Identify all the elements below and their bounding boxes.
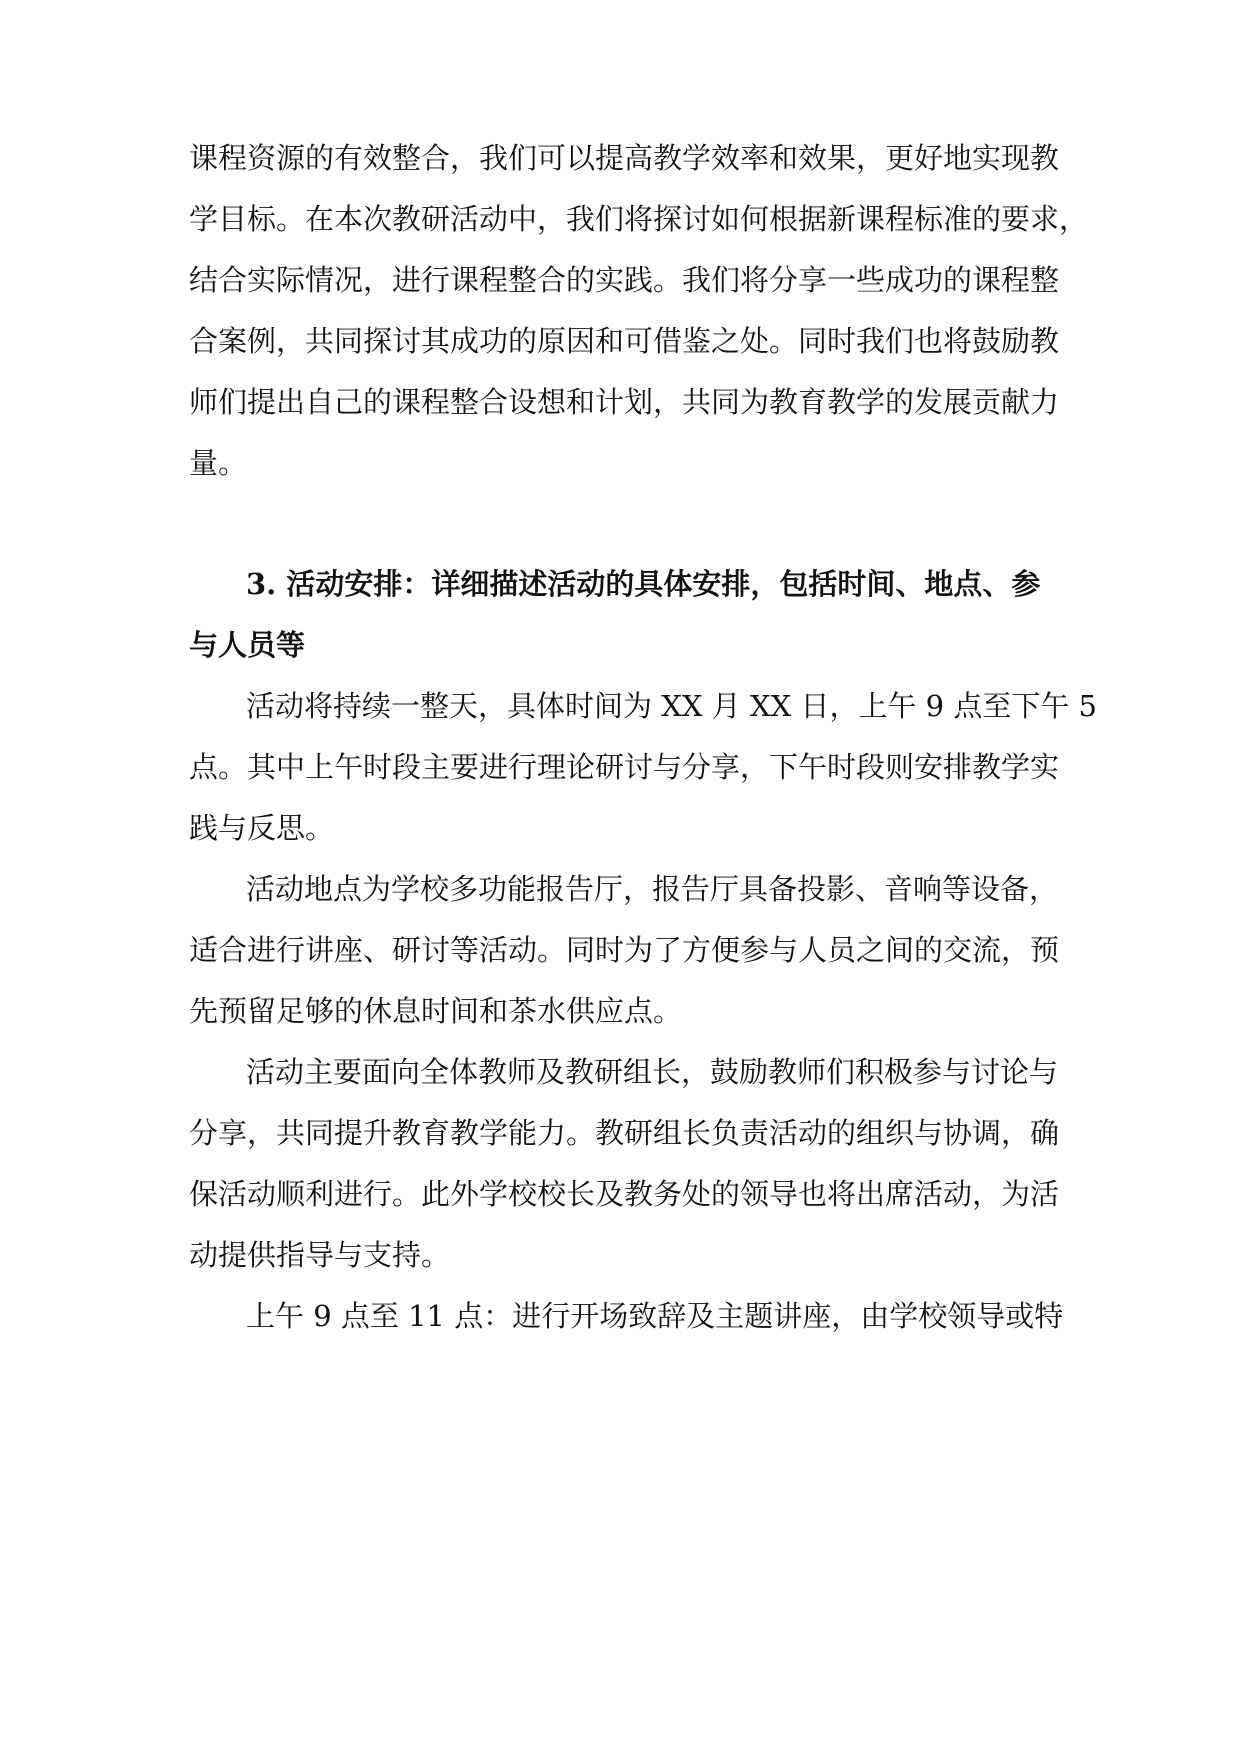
body-text-line: 合案例，共同探讨其成功的原因和可借鉴之处。同时我们也将鼓励教: [189, 324, 1060, 358]
body-text-line: 量。: [189, 446, 248, 480]
section-heading: 与人员等: [189, 628, 306, 662]
body-text-line: 适合进行讲座、研讨等活动。同时为了方便参与人员之间的交流，预: [189, 933, 1060, 967]
body-text-line: 师们提出自己的课程整合设想和计划，共同为教育教学的发展贡献力: [189, 385, 1060, 419]
body-text-line: 上午 9 点至 11 点：进行开场致辞及主题讲座，由学校领导或特: [246, 1299, 1064, 1333]
body-text-line: 活动主要面向全体教师及教研组长，鼓励教师们积极参与讨论与: [246, 1055, 1059, 1089]
body-text-line: 保活动顺利进行。此外学校校长及教务处的领导也将出席活动，为活: [189, 1177, 1060, 1211]
body-text-line: 结合实际情况，进行课程整合的实践。我们将分享一些成功的课程整: [189, 263, 1060, 297]
body-text-line: 课程资源的有效整合，我们可以提高教学效率和效果，更好地实现教: [189, 141, 1060, 175]
body-text-line: 学目标。在本次教研活动中，我们将探讨如何根据新课程标准的要求，: [189, 202, 1089, 236]
body-text-line: 践与反思。: [189, 811, 335, 845]
section-heading: 3. 活动安排：详细描述活动的具体安排，包括时间、地点、参: [246, 567, 1041, 601]
body-text-line: 活动将持续一整天，具体时间为 XX 月 XX 日，上午 9 点至下午 5: [246, 689, 1098, 723]
body-text-line: 点。其中上午时段主要进行理论研讨与分享，下午时段则安排教学实: [189, 750, 1060, 784]
body-text-line: 先预留足够的休息时间和茶水供应点。: [189, 994, 683, 1028]
body-text-line: 活动地点为学校多功能报告厅，报告厅具备投影、音响等设备，: [246, 872, 1059, 906]
body-text-line: 动提供指导与支持。: [189, 1238, 451, 1272]
body-text-line: 分享，共同提升教育教学能力。教研组长负责活动的组织与协调，确: [189, 1116, 1060, 1150]
